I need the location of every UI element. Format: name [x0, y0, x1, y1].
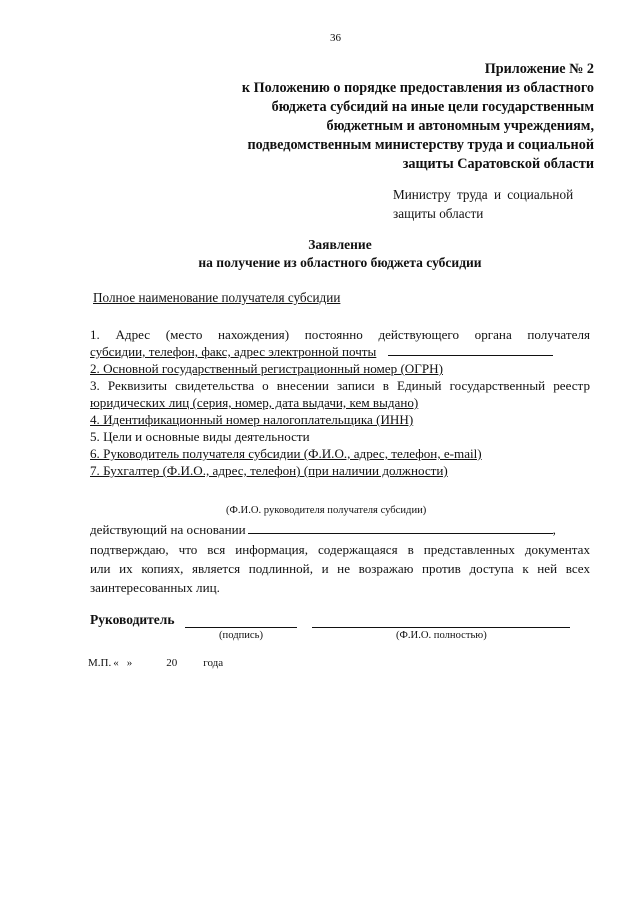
full-name-input-line[interactable]: [312, 627, 570, 628]
addressee-line: Министру труда и социальной: [393, 187, 574, 202]
title-line: Заявление: [308, 237, 372, 252]
signature-label: Руководитель: [90, 612, 175, 627]
appendix-line: Приложение № 2: [484, 61, 594, 77]
item-director-text: 6. Руководитель получателя субсидии (Ф.И.О., адрес, телефон, e-mail): [90, 446, 482, 461]
item-registry-text: юридических лиц (серия, номер, дата выдачи, кем выдано): [90, 395, 419, 410]
addressee: [393, 185, 573, 223]
confirmation-text: [90, 540, 590, 597]
item-address-line2: [90, 343, 590, 360]
application-items: [90, 326, 590, 479]
item-registry-line1: 3. Реквизиты свидетельства о внесении записи в Единый государственный реестр: [90, 378, 590, 393]
stamp-label: М.П.: [88, 657, 112, 669]
full-name-caption: (Ф.И.О. полностью): [396, 630, 487, 641]
page-number: 36: [330, 32, 341, 44]
appendix-line: бюджета субсидий на иные цели государственным: [271, 99, 594, 115]
appendix-header: [242, 60, 594, 174]
acting-basis: [90, 521, 556, 538]
acting-comma: ,: [552, 522, 556, 537]
item-address-line1: 1. Адрес (место нахождения) постоянно действующего органа получателя: [90, 327, 590, 342]
date-stamp-line: [88, 657, 223, 669]
address-input-line[interactable]: [388, 343, 553, 356]
item-director: [90, 445, 590, 462]
year-prefix: 20: [166, 657, 178, 669]
confirm-line: подтверждаю, что вся информация, содержащаяся в представленных документах: [90, 542, 590, 557]
year-word: года: [203, 657, 224, 669]
item-inn: [90, 411, 590, 428]
full-name-label: Полное наименование получателя субсидии: [93, 290, 341, 305]
appendix-line: защиты Саратовской области: [402, 156, 594, 172]
item-accountant-text: 7. Бухгалтер (Ф.И.О., адрес, телефон) (при наличии должности): [90, 463, 448, 478]
appendix-line: к Положению о порядке предоставления из областного: [241, 80, 594, 96]
appendix-line: подведомственным министерству труда и социальной: [247, 137, 594, 153]
item-accountant: [90, 462, 590, 479]
document-title: [0, 236, 640, 272]
acting-label: действующий на основании: [90, 522, 246, 537]
addressee-line: защиты области: [393, 206, 484, 221]
item-goals: 5. Цели и основные виды деятельности: [90, 429, 310, 444]
item-registry-line2: [90, 394, 590, 411]
confirm-line: или их копиях, является подлинной, и не возражаю против доступа к ней всех: [90, 561, 590, 576]
item-ogrn-text: 2. Основной государственный регистрационный номер (ОГРН): [90, 361, 443, 376]
confirm-line: заинтересованных лиц.: [90, 580, 220, 595]
title-line: на получение из областного бюджета субсидии: [198, 255, 482, 270]
quote-close: »: [126, 657, 133, 669]
item-inn-text: 4. Идентификационный номер налогоплательщика (ИНН): [90, 412, 414, 427]
item-address-text: субсидии, телефон, факс, адрес электронной почты: [90, 344, 377, 359]
signature-input-line[interactable]: [185, 627, 297, 628]
quote-open: «: [113, 657, 119, 669]
acting-basis-input-line[interactable]: [248, 521, 553, 534]
item-ogrn: [90, 360, 590, 377]
signature-caption: (подпись): [219, 630, 263, 641]
head-name-caption: (Ф.И.О. руководителя получателя субсидии): [226, 505, 427, 516]
appendix-line: бюджетным и автономным учреждениям,: [326, 118, 594, 134]
